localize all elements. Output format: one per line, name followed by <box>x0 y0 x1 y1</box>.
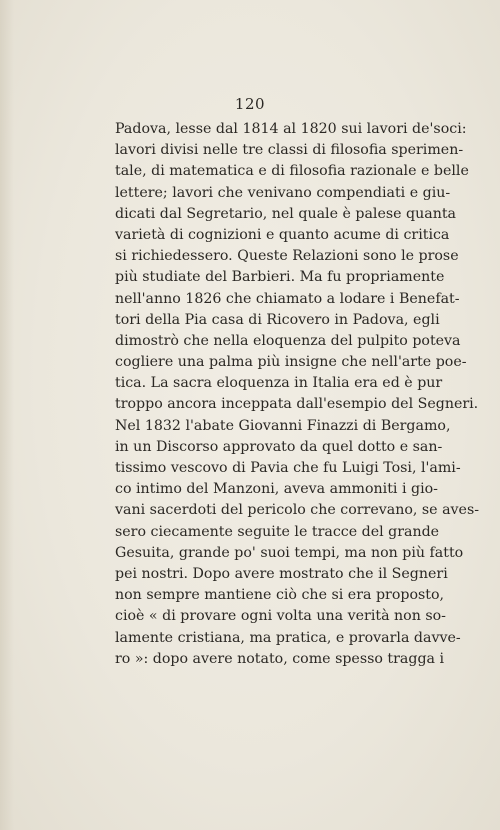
text-line: Nel 1832 l'abate Giovanni Finazzi di Bergamo, <box>115 417 451 434</box>
text-line: dimostrò che nella eloquenza del pulpito poteva <box>115 332 461 349</box>
text-line: cioè « di provare ogni volta una verità non so- <box>115 608 446 625</box>
text-line: pei nostri. Dopo avere mostrato che il Segneri <box>115 565 448 582</box>
text-line: cogliere una palma più insigne che nell'arte poe- <box>115 354 467 371</box>
text-line: non sempre mantiene ciò che si era proposto, <box>115 587 445 604</box>
text-line: tissimo vescovo di Pavia che fu Luigi Tosi, l'ami- <box>115 460 461 476</box>
text-line: lettere; lavori che venivano compendiati e giu- <box>115 184 451 201</box>
text-line: troppo ancora inceppata dall'esempio del Segneri. <box>115 396 479 413</box>
text-line: tale, di matematica e di filosofia razionale e belle <box>115 163 469 180</box>
page-fold-shadow <box>0 0 14 830</box>
text-line: vani sacerdoti del pericolo che correvano, se aves- <box>115 502 480 519</box>
text-line: ro »: dopo avere notato, come spesso tragga i <box>115 650 445 667</box>
text-line: si richiedessero. Queste Relazioni sono le prose <box>115 248 459 265</box>
page-number: 120 <box>234 95 266 113</box>
text-line: nell'anno 1826 che chiamato a lodare i Benefat- <box>115 290 460 307</box>
text-line: varietà di cognizioni e quanto acume di critica <box>115 226 450 243</box>
text-line: Padova, lesse dal 1814 al 1820 sui lavori de'soci: <box>115 121 467 137</box>
body-text <box>115 119 480 670</box>
text-line: lamente cristiana, ma pratica, e provarla davve- <box>115 629 461 646</box>
text-line: dicati dal Segretario, nel quale è palese quanta <box>115 205 457 222</box>
text-line: più studiate del Barbieri. Ma fu propriamente <box>115 269 445 286</box>
text-line: tori della Pia casa di Ricovero in Padova, egli <box>115 311 440 328</box>
text-line: in un Discorso approvato da quel dotto e san- <box>115 438 443 455</box>
text-line: Gesuita, grande po' suoi tempi, ma non più fatto <box>115 544 464 561</box>
text-line: tica. La sacra eloquenza in Italia era ed è pur <box>115 375 443 392</box>
text-line: co intimo del Manzoni, aveva ammoniti i gio- <box>115 481 438 498</box>
text-line: lavori divisi nelle tre classi di filosofia sperimen- <box>115 142 464 159</box>
text-line: sero ciecamente seguite le tracce del grande <box>115 523 440 540</box>
